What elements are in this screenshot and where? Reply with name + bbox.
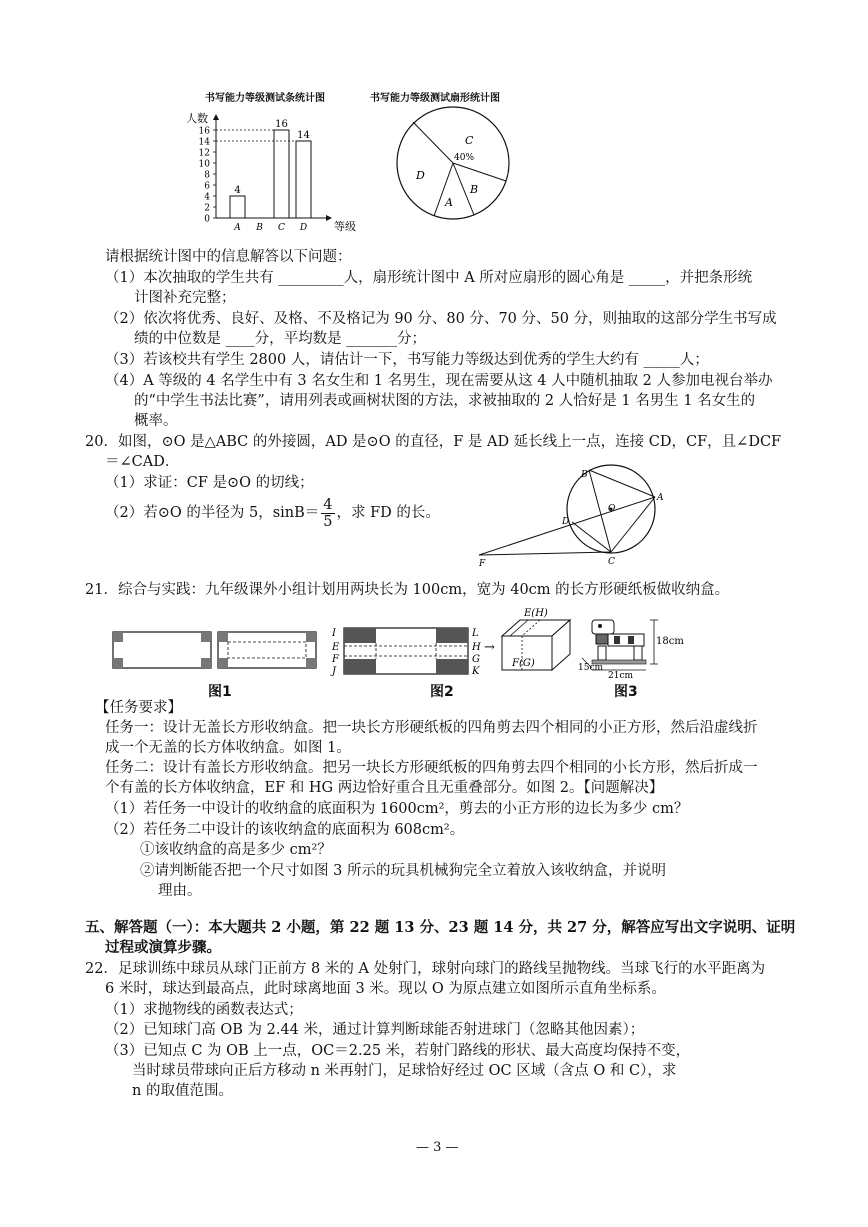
task-header: 【任务要求】: [95, 700, 182, 716]
bar-data-label: 4: [234, 185, 241, 196]
figure-2: [330, 620, 490, 678]
label-c: C: [608, 557, 615, 567]
q22-part1: （1）求抛物线的函数表达式；: [105, 1002, 303, 1018]
y-tick-label: 6: [204, 181, 210, 192]
q19-part4-a: （4）A 等级的 4 名学生中有 3 名女生和 1 名男生，现在需要从这 4 人中随机抽取 2 人参加电视台举办: [105, 373, 773, 389]
q22-part3-b: 当时球员带球向正后方移动 n 米再射门，足球恰好经过 OC 区域（含点 O 和 C），求: [132, 1063, 677, 1079]
q21-part1: （1）若任务一中设计的收纳盒的底面积为 1600cm²，剪去的小正方形的边长为多少 cm？: [105, 801, 689, 817]
pie-annotation-c: 40%: [454, 153, 475, 163]
q19-part1-b: 计图补充完整；: [134, 290, 236, 306]
task1-a: 任务一：设计无盖长方形收纳盒。把一块长方形硬纸板的四角剪去四个相同的小正方形，然后沿虚线折: [105, 720, 758, 736]
x-tick-label: B: [256, 223, 263, 233]
dim-height: 18cm: [656, 636, 684, 647]
fig2-label-l: L: [472, 628, 479, 639]
q19-part3: （3）若该校共有学生 2800 人，请估计一下，书写能力等级达到优秀的学生大约有 _____人；: [105, 352, 709, 368]
fig2-label-f: F: [332, 654, 339, 665]
q22-line2: 6 米时，球达到最高点，此时球离地面 3 米。现以 O 为原点建立如图所示直角坐标系。: [105, 981, 666, 997]
sinb-fraction: [321, 497, 334, 530]
y-tick-label: 14: [198, 137, 210, 148]
label-a: A: [657, 493, 664, 503]
box-label-fg: F(G): [512, 658, 535, 669]
y-tick-label: 8: [204, 170, 210, 181]
pie-chart: [390, 100, 520, 230]
arrow-icon: →: [484, 640, 495, 655]
fig2-label-h: H: [472, 642, 481, 653]
figure-2-caption: 图2: [430, 684, 454, 700]
q20-part1: （1）求证：CF 是⊙O 的切线；: [105, 475, 314, 491]
q19-part2-b: 绩的中位数是 ____分，平均数是 _______分；: [134, 331, 426, 347]
figure-1-caption: 图1: [208, 684, 232, 700]
q20-part2: [105, 493, 440, 533]
x-axis-label: 等级: [334, 220, 356, 233]
bar: [274, 130, 289, 218]
y-tick-label: 10: [198, 159, 210, 170]
q19-part4-b: 的“中学生书法比赛”，请用列表或画树状图的方法，求被抽取的 2 人恰好是 1 名男生 1 名女生的: [134, 393, 756, 409]
q22-line1: 22．足球训练中球员从球门正前方 8 米的 A 处射门，球射向球门的路线呈抛物线。当球飞行的水平距离为: [85, 961, 766, 977]
figure-3-robot-dog: [578, 606, 698, 681]
q22-part2: （2）已知球门高 OB 为 2.44 米，通过计算判断球能否射进球门（忽略其他因素）；: [105, 1022, 645, 1038]
q20-circle-figure: [475, 465, 675, 575]
q21-part2: （2）若任务二中设计的该收纳盒的底面积为 608cm²。: [105, 822, 465, 838]
dim-width: 15cm: [578, 663, 604, 673]
fig2-label-j: J: [332, 666, 337, 677]
label-b: B: [581, 470, 588, 480]
fig2-label-g: G: [472, 654, 480, 665]
y-axis-arrow: [213, 114, 219, 120]
task2-b: 个有盖的长方体收纳盒，EF 和 HG 两边恰好重合且无重叠部分。如图 2。【问题解决】: [105, 780, 664, 796]
q21-part2-a: ①该收纳盒的高是多少 cm²？: [140, 842, 332, 858]
bar-chart: [172, 110, 356, 238]
label-d: D: [562, 517, 570, 527]
y-tick-label: 0: [204, 214, 210, 225]
y-tick-label: 12: [198, 148, 210, 159]
y-tick-label: 2: [204, 203, 210, 214]
pie-label-a: A: [445, 196, 453, 209]
y-tick-label: 4: [204, 192, 210, 203]
q20-line2: ＝∠CAD．: [105, 454, 180, 470]
bar-chart-title: 书写能力等级测试条统计图: [205, 93, 325, 104]
q22-part3-a: （3）已知点 C 为 OB 上一点，OC＝2.25 米，若射门路线的形状、最大高度均保持不变，: [105, 1043, 691, 1059]
pie-label-b: B: [470, 183, 479, 196]
task2-a: 任务二：设计有盖长方形收纳盒。把另一块长方形硬纸板的四角剪去四个相同的小长方形，然后折成一: [105, 760, 758, 776]
pie-chart-title: 书写能力等级测试扇形统计图: [370, 93, 500, 104]
q21-line1: 21．综合与实践：九年级课外小组计划用两块长为 100cm，宽为 40cm 的长方形硬纸板做收纳盒。: [85, 582, 730, 598]
y-axis-label: 人数: [186, 112, 208, 125]
x-tick-label: A: [234, 223, 241, 233]
fraction-denominator: 5: [323, 513, 333, 530]
figure-3-caption: 图3: [614, 684, 638, 700]
box-label-eh: E(H): [524, 608, 548, 619]
q20-line1: 20．如图，⊙O 是△ABC 的外接圆，AD 是⊙O 的直径，F 是 AD 延长线上一点，连接 CD，CF，且∠DCF: [85, 434, 782, 450]
fig2-label-e: E: [332, 642, 340, 653]
q20-part2-post: ，求 FD 的长。: [336, 505, 440, 521]
q19-intro: 请根据统计图中的信息解答以下问题：: [105, 249, 352, 265]
task1-b: 成一个无盖的长方体收纳盒。如图 1。: [105, 740, 351, 756]
q19-part4-c: 概率。: [134, 413, 178, 429]
q21-part2-b2: 理由。: [158, 883, 202, 899]
bar: [230, 196, 245, 218]
box-figure: [498, 606, 578, 678]
q22-part3-c: n 的取值范围。: [132, 1083, 233, 1099]
bar-data-label: 16: [275, 119, 288, 130]
q19-part2-a: （2）依次将优秀、良好、及格、不及格记为 90 分、80 分、70 分、50 分，则抽取的这部分学生书写成: [105, 311, 777, 327]
page-number: — 3 —: [416, 1140, 459, 1155]
fig2-label-i: I: [332, 628, 336, 639]
figure-1: [112, 628, 317, 672]
x-tick-label: D: [299, 223, 308, 233]
pie-label-d: D: [416, 169, 425, 182]
fig2-label-k: K: [472, 666, 480, 677]
section5-heading-2: 过程或演算步骤。: [105, 939, 221, 956]
y-tick-label: 16: [198, 126, 210, 137]
section5-heading-1: 五、解答题（一）：本大题共 2 小题，第 22 题 13 分、23 题 14 分，共 27 分，解答应写出文字说明、证明: [85, 919, 796, 936]
label-f: F: [479, 559, 486, 569]
fraction-numerator: 4: [323, 496, 333, 513]
q21-part2-b1: ②请判断能否把一个尺寸如图 3 所示的玩具机械狗完全立着放入该收纳盒，并说明: [140, 863, 666, 879]
q19-part1-a: （1）本次抽取的学生共有 _________人，扇形统计图中 A 所对应扇形的圆心角是 _____，并把条形统: [105, 270, 753, 286]
label-o: O: [608, 504, 616, 514]
bar-data-label: 14: [297, 130, 310, 141]
bar: [296, 141, 311, 218]
pie-label-c: C: [465, 134, 474, 147]
x-axis-arrow: [326, 215, 332, 221]
x-tick-label: C: [278, 223, 285, 233]
q20-part2-pre: （2）若⊙O 的半径为 5，sinB＝: [105, 505, 320, 521]
dim-length: 21cm: [608, 671, 634, 681]
